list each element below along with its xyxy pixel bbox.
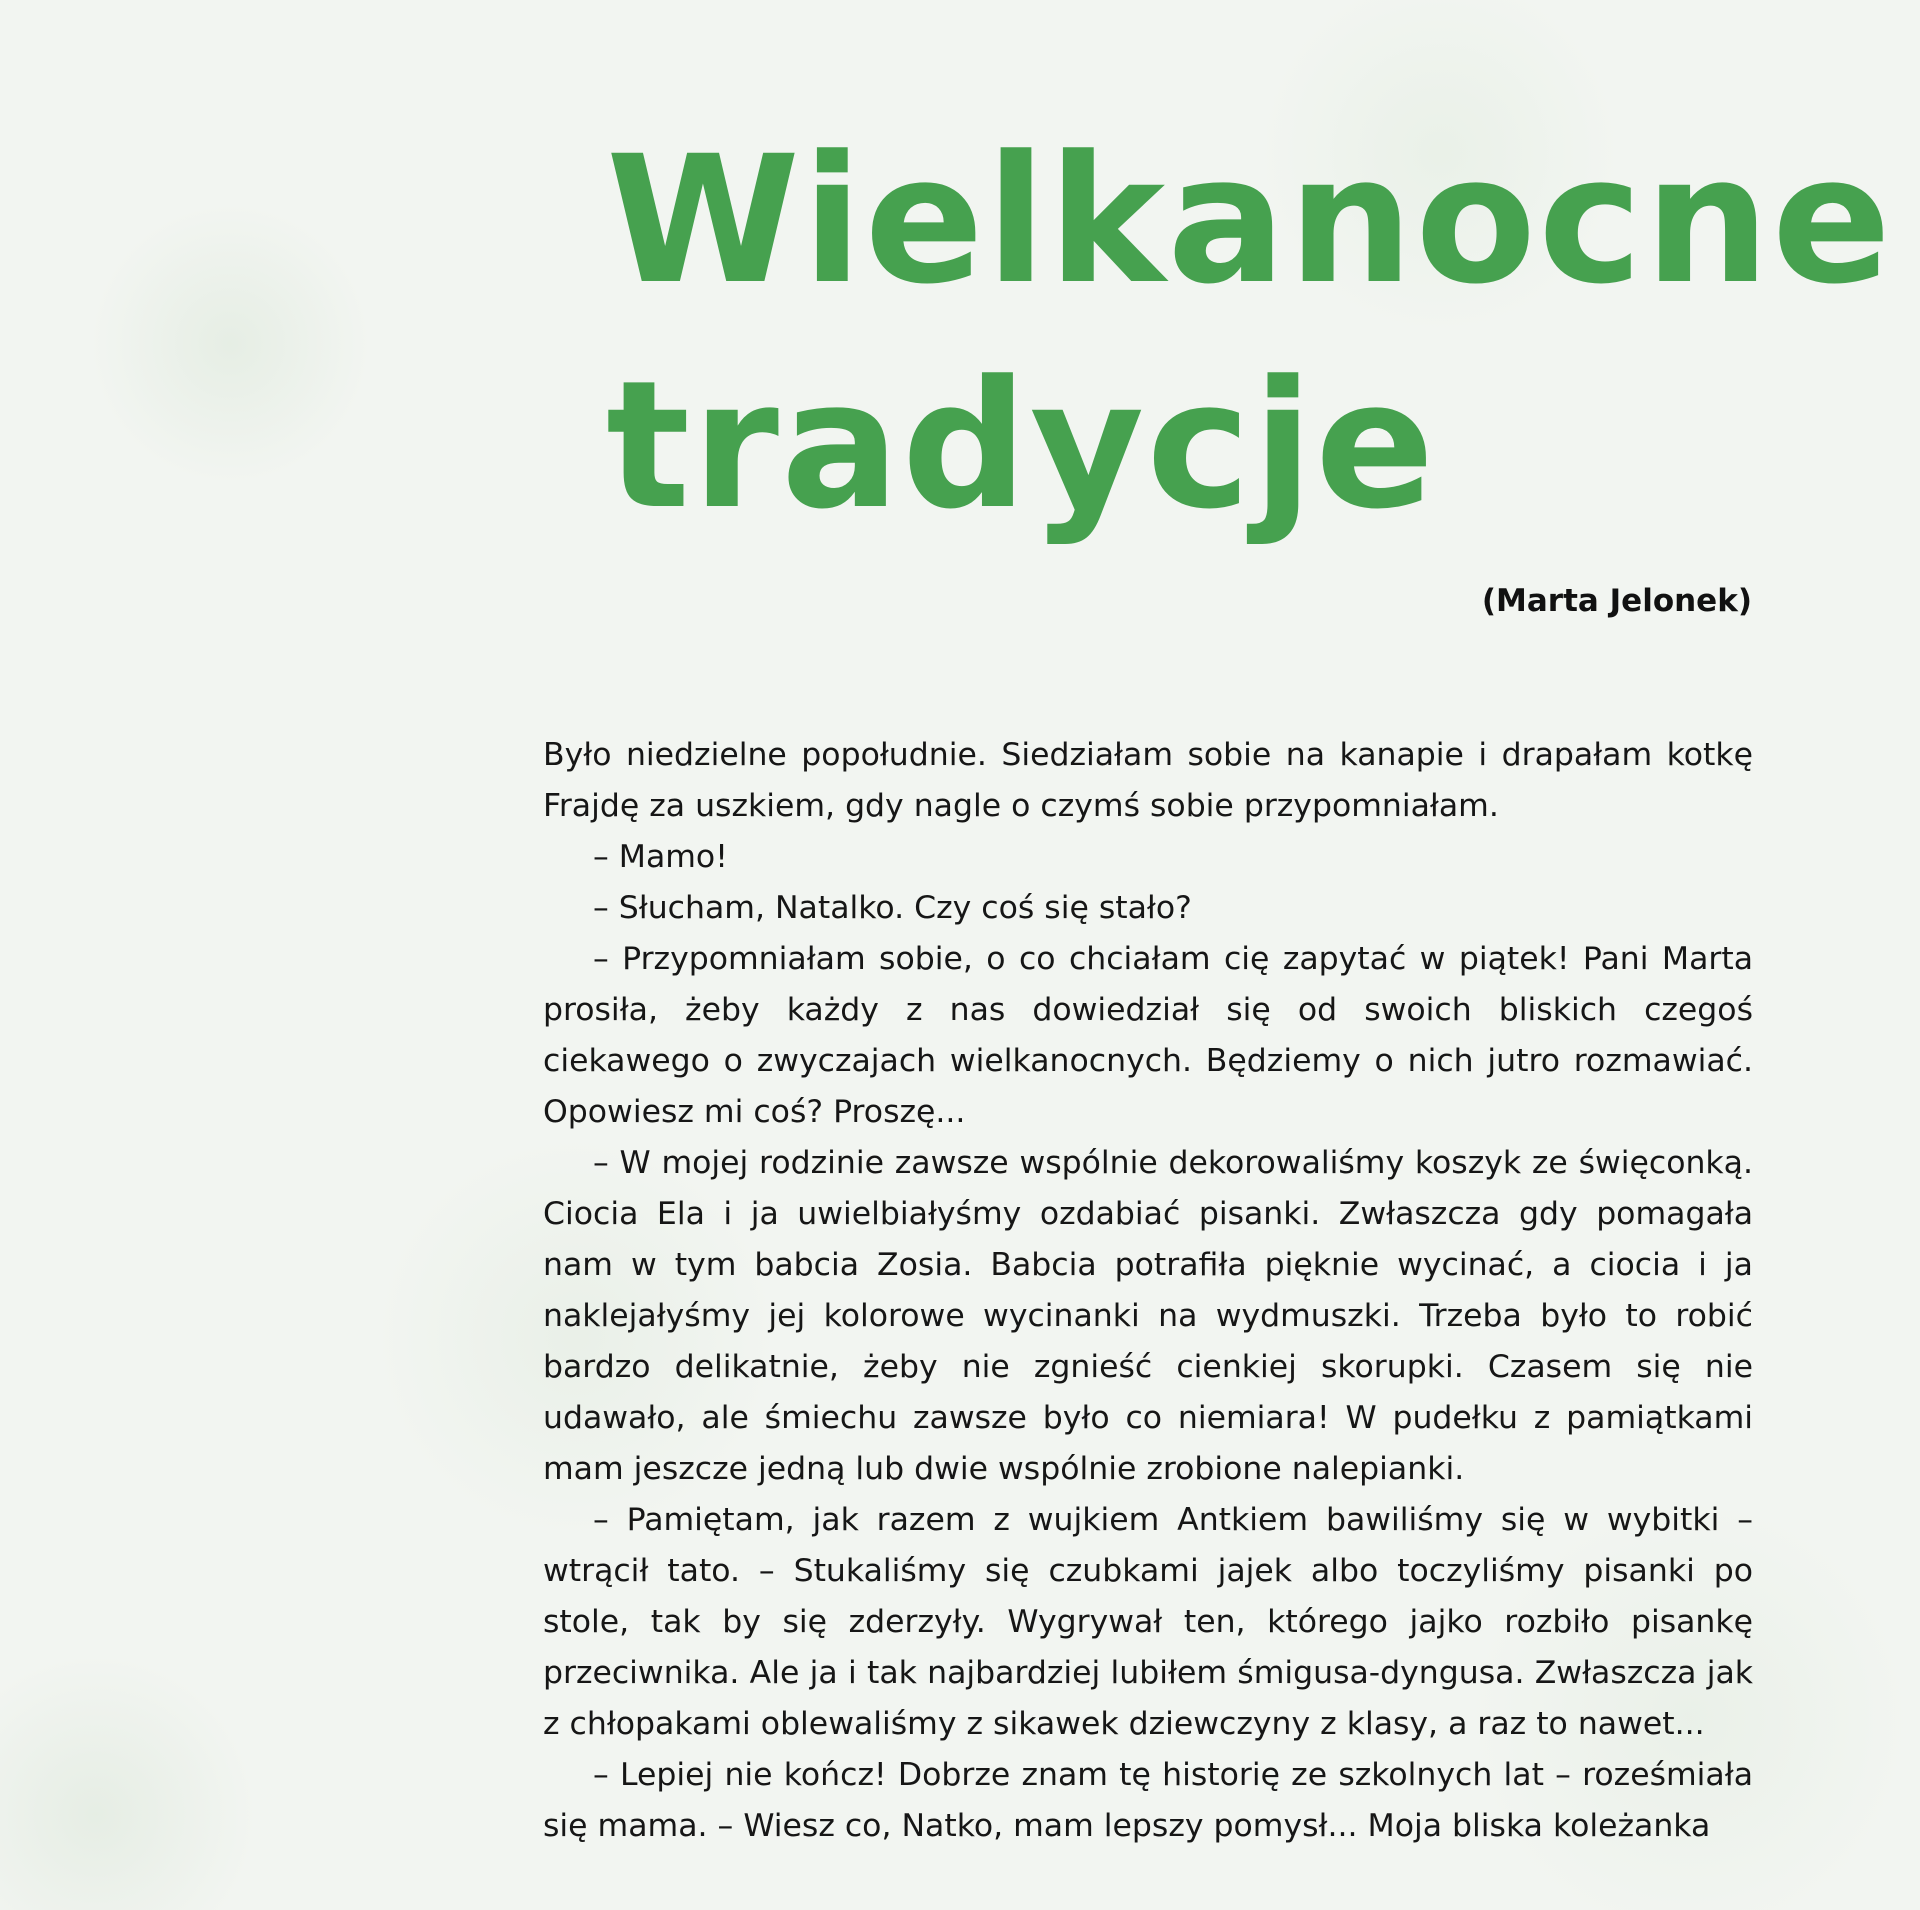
paragraph-dialogue: – Przypomniałam sobie, o co chciałam cię zapytać w piątek! Pani Marta prosiła, żeby każdy z nas dowiedział się od swoich bliskich czegoś ciekawego o zwyczajach wielkanocnych. Będziemy o nich jutro rozmawiać. Opowiesz mi coś? Proszę... [543, 941, 1753, 1130]
paragraph-dialogue: – W mojej rodzinie zawsze wspólnie dekorowaliśmy koszyk ze święconką. Ciocia Ela i ja uwielbiałyśmy ozdabiać pisanki. Zwłaszcza gdy pomagała nam w tym babcia Zosia. Babcia potrafiła pięknie wycinać, a ciocia i ja naklejałyśmy jej kolorowe wycinanki na wydmuszki. Trzeba było to robić bardzo delikatnie, żeby nie zgnieść cienkiej skorupki. Czasem się nie udawało, ale śmiechu zawsze było co niemiara! W pudełku z pamiątkami mam jeszcze jedną lub dwie wspólnie zrobione nalepianki. [543, 1145, 1753, 1487]
paragraph-dialogue: – Lepiej nie kończ! Dobrze znam tę historię ze szkolnych lat – roześmiała się mama. – Wiesz co, Natko, mam lepszy pomysł... Moja bliska koleżanka [543, 1757, 1753, 1844]
author-credit: (Marta Jelonek) [1481, 583, 1752, 619]
paragraph-dialogue: – Mamo! [593, 839, 728, 875]
paragraph-dialogue: – Słucham, Natalko. Czy coś się stało? [593, 890, 1192, 926]
paragraph-intro: Było niedzielne popołudnie. Siedziałam sobie na kanapie i drapałam kotkę Frajdę za uszkiem, gdy nagle o czymś sobie przypomniałam. [543, 737, 1753, 824]
story-title-line-2: tradycje [606, 343, 1437, 548]
story-body [543, 730, 1753, 1852]
story-title-line-1: Wielkanocne [606, 118, 1894, 323]
paragraph-dialogue: – Pamiętam, jak razem z wujkiem Antkiem bawiliśmy się w wybitki – wtrącił tato. – Stukaliśmy się czubkami jajek albo toczyliśmy pisanki po stole, tak by się zderzyły. Wygrywał ten, którego jajko rozbiło pisankę przeciwnika. Ale ja i tak najbardziej lubiłem śmigusa-dyngusa. Zwłaszcza jak z chłopakami oblewaliśmy z sikawek dziewczyny z klasy, a raz to nawet... [543, 1502, 1753, 1742]
story-title [606, 108, 1893, 558]
